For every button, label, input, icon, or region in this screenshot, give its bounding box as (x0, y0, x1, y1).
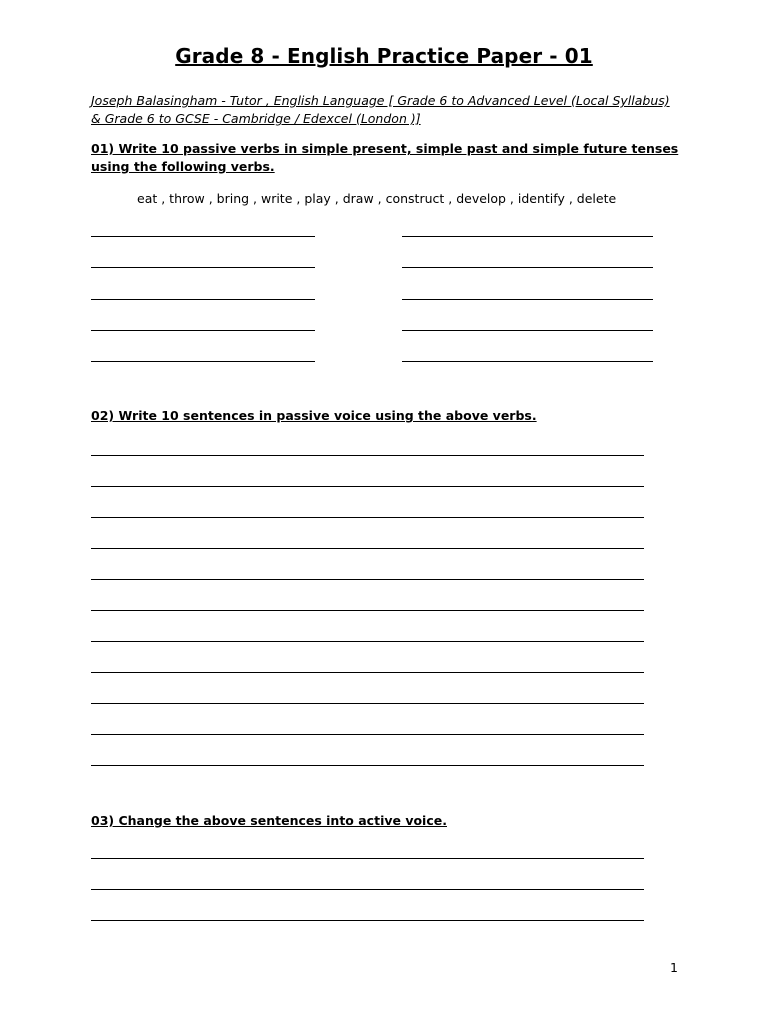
answer-line[interactable] (402, 267, 653, 268)
answer-line[interactable] (91, 672, 644, 673)
answer-line[interactable] (91, 889, 644, 890)
question-3-text: 03) Change the above sentences into active voice. (91, 813, 447, 828)
page-number: 1 (670, 960, 678, 975)
answer-line[interactable] (91, 548, 644, 549)
author-line: Joseph Balasingham - Tutor , English Language [ Grade 6 to Advanced Level (Local Syllabus) & Grade 6 to GCSE - Cambridge / Edexcel (London )] (91, 93, 670, 126)
answer-line[interactable] (91, 734, 644, 735)
answer-line[interactable] (91, 486, 644, 487)
answer-line[interactable] (91, 920, 644, 921)
answer-line[interactable] (402, 330, 653, 331)
question-2-text: 02) Write 10 sentences in passive voice using the above verbs. (91, 408, 537, 423)
answer-line[interactable] (91, 765, 644, 766)
verb-list: eat , throw , bring , write , play , draw , construct , develop , identify , delete (137, 191, 617, 206)
answer-line[interactable] (91, 236, 315, 237)
answer-line[interactable] (91, 361, 315, 362)
answer-line[interactable] (91, 330, 315, 331)
answer-line[interactable] (402, 236, 653, 237)
answer-line[interactable] (402, 299, 653, 300)
answer-line[interactable] (91, 517, 644, 518)
answer-line[interactable] (91, 455, 644, 456)
question-1-text: 01) Write 10 passive verbs in simple present, simple past and simple future tenses using the following verbs. (91, 141, 679, 174)
answer-line[interactable] (91, 641, 644, 642)
answer-line[interactable] (91, 610, 644, 611)
answer-line[interactable] (91, 703, 644, 704)
answer-line[interactable] (91, 267, 315, 268)
answer-line[interactable] (91, 858, 644, 859)
answer-line[interactable] (402, 361, 653, 362)
answer-line[interactable] (91, 299, 315, 300)
page-title: Grade 8 - English Practice Paper - 01 (175, 44, 593, 68)
answer-line[interactable] (91, 579, 644, 580)
